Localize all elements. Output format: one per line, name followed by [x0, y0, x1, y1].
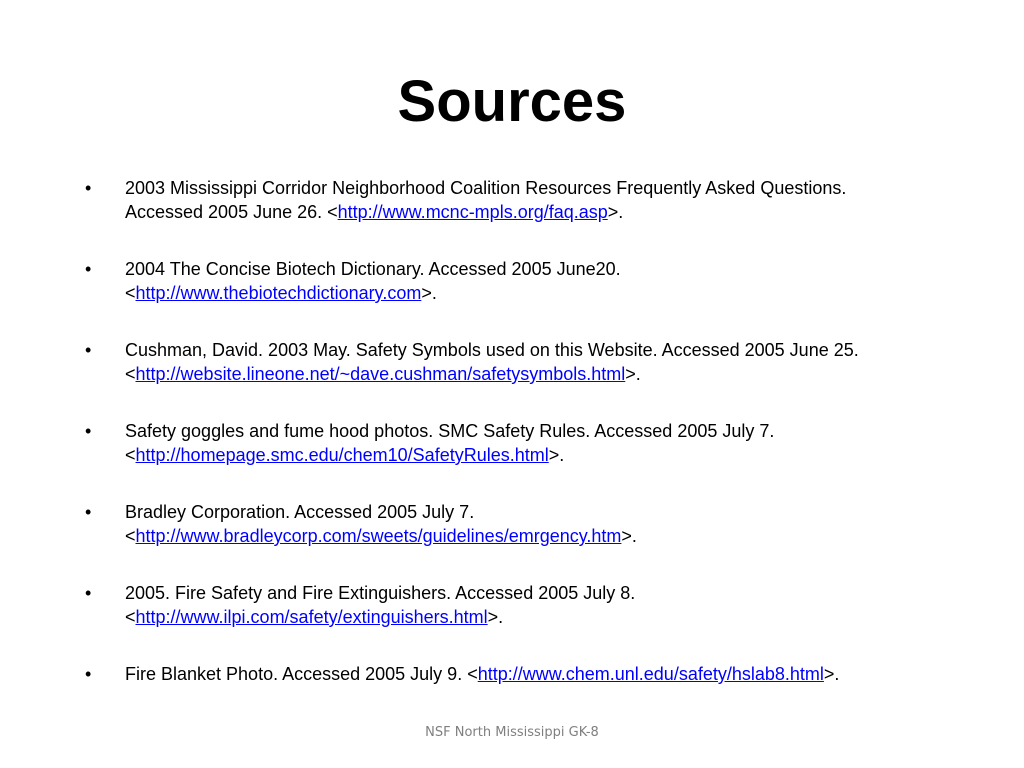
source-closing-text: >.	[823, 664, 840, 684]
source-access-text: <	[125, 607, 136, 627]
source-url-link[interactable]: http://homepage.smc.edu/chem10/SafetyRules.html	[135, 445, 549, 465]
source-citation-line	[125, 443, 965, 467]
source-item-fire-extinguishers	[85, 581, 965, 629]
source-item-fire-blanket	[85, 662, 965, 686]
source-citation-text: Cushman, David. 2003 May. Safety Symbols used on this Website. Accessed 2005 June 25.	[125, 340, 859, 360]
source-closing-text: >.	[487, 607, 504, 627]
source-citation-text: Bradley Corporation. Accessed 2005 July 7.	[125, 502, 475, 522]
source-url-link[interactable]: http://www.chem.unl.edu/safety/hslab8.html	[477, 664, 824, 684]
source-citation-line	[125, 524, 965, 548]
source-citation-line	[125, 605, 965, 629]
bullet-icon: •	[85, 259, 92, 279]
source-access-text: <	[125, 283, 136, 303]
source-citation-line	[125, 662, 965, 686]
source-url-link[interactable]: http://website.lineone.net/~dave.cushman/safetysymbols.html	[135, 364, 626, 384]
source-closing-text: >.	[607, 202, 624, 222]
source-url-link[interactable]: http://www.bradleycorp.com/sweets/guidelines/emrgency.htm	[135, 526, 622, 546]
source-url-link[interactable]: http://www.ilpi.com/safety/extinguishers.html	[135, 607, 488, 627]
bullet-icon: •	[85, 340, 92, 360]
slide-footer: NSF North Mississippi GK-8	[425, 725, 599, 740]
source-citation-text: 2003 Mississippi Corridor Neighborhood Coalition Resources Frequently Asked Questions.	[125, 178, 847, 198]
bullet-icon: •	[85, 664, 92, 684]
bullet-icon: •	[85, 421, 92, 441]
source-item-biotech-dictionary	[85, 257, 965, 305]
source-citation-text: 2004 The Concise Biotech Dictionary. Accessed 2005 June20.	[125, 259, 621, 279]
source-access-text: <	[125, 364, 136, 384]
source-closing-text: >.	[421, 283, 437, 303]
bullet-icon: •	[85, 502, 92, 522]
source-citation-text: 2005. Fire Safety and Fire Extinguishers. Accessed 2005 July 8.	[125, 583, 636, 603]
source-closing-text: >.	[621, 526, 637, 546]
source-item-safety-rules	[85, 419, 965, 467]
source-access-text: Fire Blanket Photo. Accessed 2005 July 9. <	[125, 664, 478, 684]
source-item-safety-symbols	[85, 338, 965, 386]
bullet-icon: •	[85, 178, 92, 198]
source-closing-text: >.	[625, 364, 641, 384]
source-citation-line	[125, 362, 965, 386]
sources-list	[85, 176, 965, 719]
source-item-bradley	[85, 500, 965, 548]
source-access-text: <	[125, 526, 136, 546]
source-url-link[interactable]: http://www.thebiotechdictionary.com	[135, 283, 422, 303]
source-url-link[interactable]: http://www.mcnc-mpls.org/faq.asp	[337, 202, 608, 222]
source-access-text: Accessed 2005 June 26. <	[125, 202, 338, 222]
source-citation-text: Safety goggles and fume hood photos. SMC Safety Rules. Accessed 2005 July 7.	[125, 421, 775, 441]
source-item-mcnc	[85, 176, 965, 224]
slide-title: Sources	[397, 69, 627, 134]
bullet-icon: •	[85, 583, 92, 603]
source-closing-text: >.	[548, 445, 565, 465]
source-citation-line	[125, 200, 965, 224]
source-citation-line	[125, 281, 965, 305]
source-access-text: <	[125, 445, 136, 465]
